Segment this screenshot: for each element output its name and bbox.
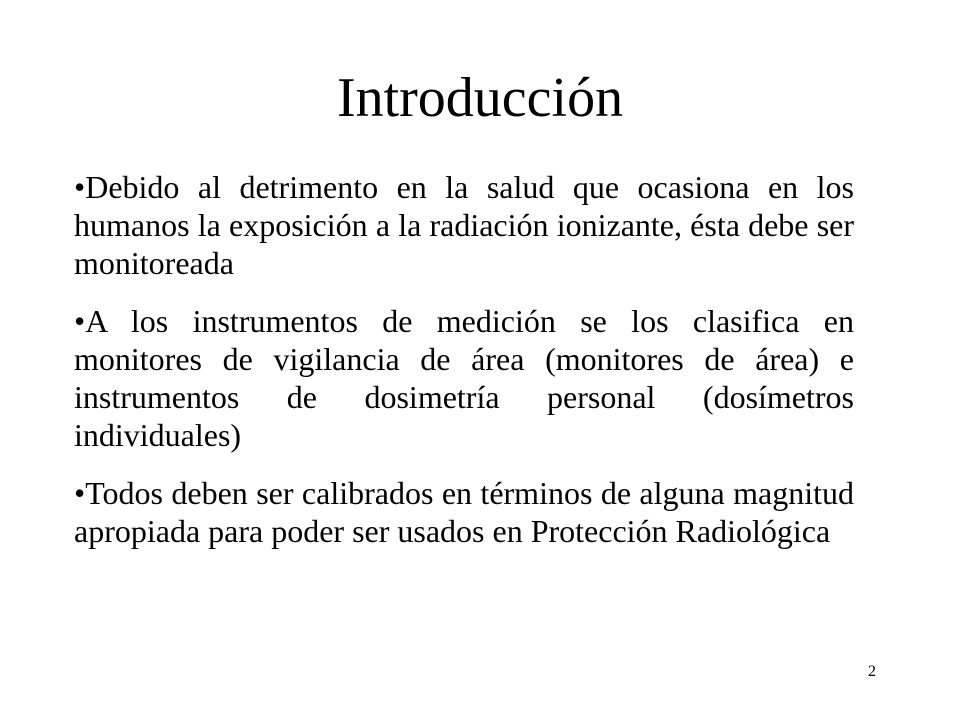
bullet-text: A los instrumentos de medición se los clasifica en monitores de vigilancia de área (monitores de área) e instrumentos de dosimetría personal (dosímetros individuales) [74, 303, 854, 453]
slide-title: Introducción [336, 67, 624, 129]
bullet-icon: • [74, 475, 86, 511]
bullet-text: Todos deben ser calibrados en términos de alguna magnitud apropiada para poder ser usados en Protección Radiológica [74, 475, 854, 549]
page-number: 2 [868, 663, 876, 680]
bullet-text: Debido al detrimento en la salud que ocasiona en los humanos la exposición a la radiación ionizante, ésta debe ser monitoreada [74, 169, 854, 281]
bullet-item-detrimento [74, 168, 854, 282]
bullet-icon: • [74, 169, 86, 205]
bullet-item-calibrados [74, 474, 854, 550]
bullet-list [74, 168, 854, 570]
bullet-icon: • [74, 303, 86, 339]
bullet-item-instrumentos [74, 302, 854, 454]
